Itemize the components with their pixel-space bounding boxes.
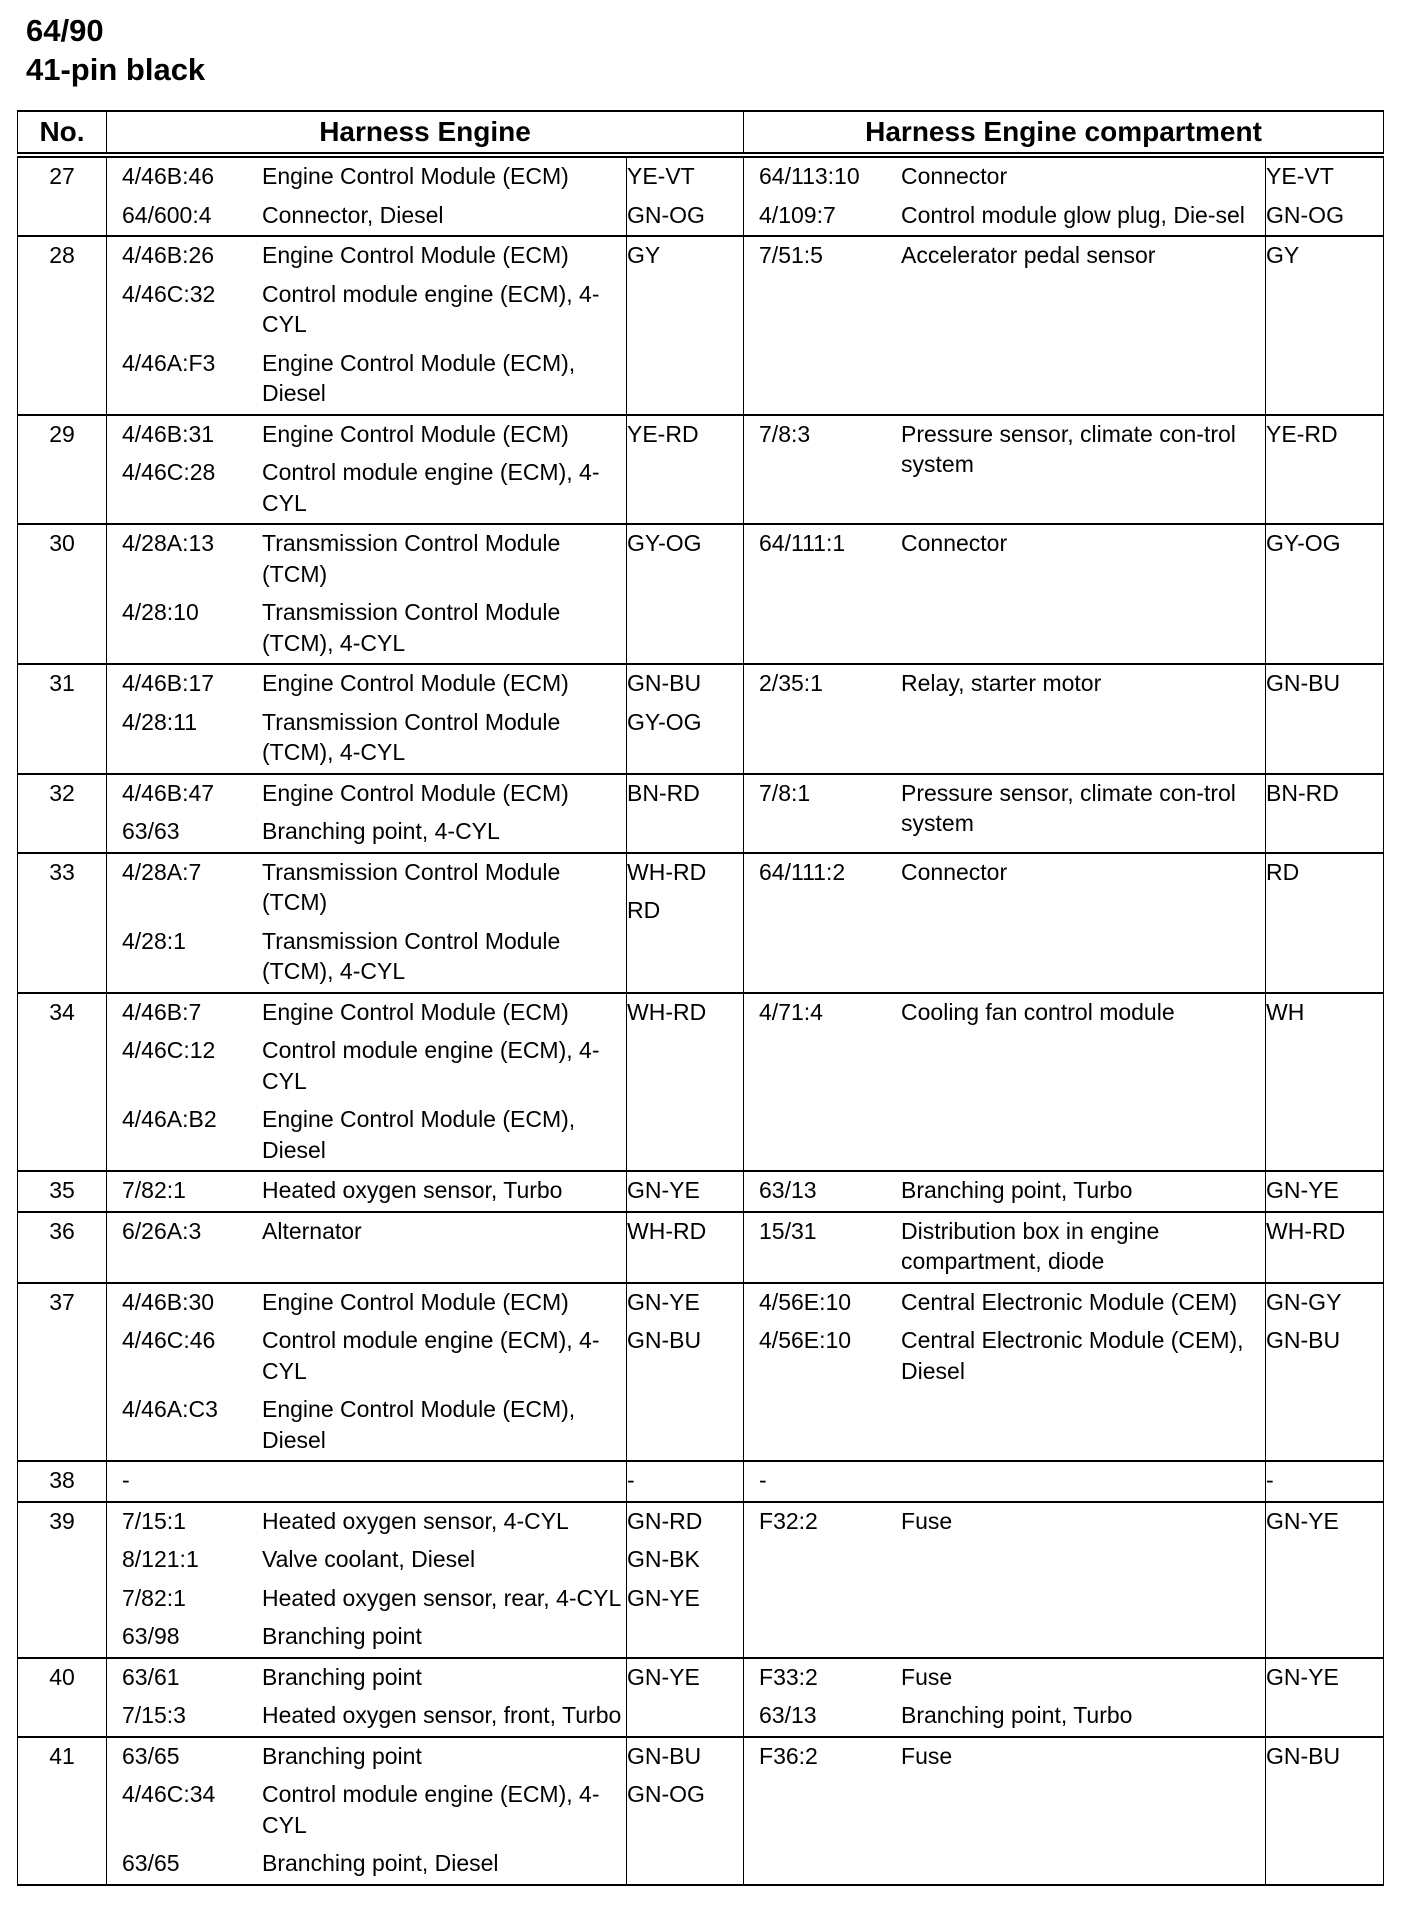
- compartment-ref: 4/109:7: [759, 201, 836, 228]
- compartment-wire-colors: [1266, 236, 1384, 415]
- pin-number: 39: [18, 1502, 107, 1658]
- compartment-connections: [744, 415, 1266, 525]
- compartment-wire-colors: [1266, 524, 1384, 664]
- engine-description: Engine Control Module (ECM): [262, 420, 569, 447]
- engine-description: Valve coolant, Diesel: [262, 1546, 476, 1572]
- engine-description: [262, 1465, 626, 1496]
- engine-ref: -: [122, 1467, 130, 1493]
- compartment-ref: 4/56E:10: [759, 1288, 852, 1315]
- engine-connections: [107, 155, 627, 236]
- compartment-wire-color: RD: [1266, 858, 1300, 885]
- engine-ref: 7/15:1: [122, 1507, 186, 1534]
- compartment-wire-colors: [1266, 993, 1384, 1172]
- compartment-description: Cooling fan control module: [901, 998, 1175, 1025]
- engine-connections: [107, 774, 627, 853]
- compartment-description: Fuse: [901, 1663, 953, 1690]
- engine-description: Transmission Control Module (TCM): [262, 530, 561, 587]
- compartment-description: Fuse: [901, 1742, 953, 1769]
- engine-description: Control module engine (ECM), 4-CYL: [262, 1781, 600, 1838]
- compartment-wire-color: GN-BU: [1266, 670, 1341, 696]
- connector-description: 41-pin black: [26, 52, 206, 87]
- compartment-description: Control module glow plug, Die-sel: [901, 201, 1245, 228]
- engine-connections: [107, 853, 627, 993]
- engine-ref: 6/26A:3: [122, 1217, 202, 1244]
- compartment-wire-color: GN-OG: [1266, 201, 1344, 228]
- engine-wire-color: GN-BK: [627, 1546, 700, 1572]
- pin-table: [17, 110, 1384, 1886]
- engine-wire-colors: [627, 853, 744, 993]
- engine-ref: 4/46A:F3: [122, 349, 216, 376]
- pin-number: 29: [18, 415, 107, 525]
- pin-number: 36: [18, 1212, 107, 1283]
- engine-ref: 4/46B:46: [122, 163, 215, 189]
- engine-wire-color: GN-BU: [627, 670, 702, 696]
- column-header-harness-engine-compartment: Harness Engine compartment: [744, 111, 1384, 155]
- compartment-wire-color: GY: [1266, 242, 1300, 268]
- compartment-wire-colors: [1266, 1461, 1384, 1502]
- engine-ref: 4/46B:17: [122, 670, 215, 696]
- engine-wire-colors: [627, 236, 744, 415]
- compartment-wire-colors: [1266, 1283, 1384, 1462]
- pin-number: 28: [18, 236, 107, 415]
- engine-description: Transmission Control Module (TCM), 4-CYL: [262, 927, 561, 984]
- compartment-ref: 63/13: [759, 1177, 817, 1203]
- compartment-description: Branching point, Turbo: [901, 1177, 1133, 1203]
- compartment-wire-colors: [1266, 1502, 1384, 1658]
- engine-wire-color: GN-RD: [627, 1507, 703, 1534]
- engine-wire-colors: [627, 774, 744, 853]
- compartment-wire-color: WH: [1266, 998, 1305, 1025]
- engine-description: Branching point, 4-CYL: [262, 818, 500, 844]
- engine-ref: 4/46C:46: [122, 1327, 216, 1353]
- compartment-wire-color: GN-YE: [1266, 1177, 1339, 1203]
- engine-ref: 4/46B:47: [122, 779, 215, 806]
- engine-description: Transmission Control Module (TCM), 4-CYL: [262, 599, 561, 656]
- engine-description: Engine Control Module (ECM): [262, 670, 569, 696]
- engine-description: Control module engine (ECM), 4-CYL: [262, 459, 600, 516]
- compartment-ref: F33:2: [759, 1663, 818, 1690]
- engine-description: Control module engine (ECM), 4-CYL: [262, 1327, 600, 1384]
- compartment-wire-colors: [1266, 853, 1384, 993]
- compartment-wire-color: GY-OG: [1266, 530, 1341, 556]
- engine-wire-color: GN-YE: [627, 1177, 700, 1203]
- compartment-wire-colors: [1266, 1658, 1384, 1737]
- compartment-wire-colors: [1266, 1212, 1384, 1283]
- table-row: [18, 1212, 1384, 1283]
- table-header-row: [18, 111, 1384, 155]
- pin-number: 38: [18, 1461, 107, 1502]
- engine-ref: 4/46B:7: [122, 998, 202, 1025]
- engine-wire-color: WH-RD: [627, 858, 707, 885]
- table-row: [18, 993, 1384, 1172]
- engine-description: Branching point: [262, 1663, 422, 1690]
- engine-ref: 7/82:1: [122, 1177, 186, 1203]
- compartment-connections: [744, 236, 1266, 415]
- compartment-wire-color: BN-RD: [1266, 779, 1339, 806]
- engine-connections: [107, 1658, 627, 1737]
- compartment-wire-color: GN-GY: [1266, 1288, 1342, 1315]
- engine-wire-colors: [627, 1737, 744, 1885]
- engine-ref: 63/61: [122, 1663, 180, 1690]
- engine-ref: 4/46C:32: [122, 280, 216, 307]
- engine-wire-color: BN-RD: [627, 779, 700, 806]
- pin-number: 37: [18, 1283, 107, 1462]
- engine-ref: 4/46C:12: [122, 1037, 216, 1063]
- compartment-wire-colors: [1266, 415, 1384, 525]
- engine-description: Engine Control Module (ECM): [262, 1288, 569, 1315]
- compartment-wire-color: GN-YE: [1266, 1663, 1339, 1690]
- compartment-description: Distribution box in engine compartment, diode: [901, 1217, 1160, 1274]
- pin-number: 31: [18, 664, 107, 774]
- compartment-connections: [744, 664, 1266, 774]
- engine-ref: 4/46B:30: [122, 1288, 215, 1315]
- table-row: [18, 1658, 1384, 1737]
- engine-description: Engine Control Module (ECM), Diesel: [262, 349, 576, 406]
- compartment-wire-color: GN-YE: [1266, 1507, 1339, 1534]
- engine-wire-color: GN-YE: [627, 1663, 700, 1690]
- engine-wire-color: -: [627, 1467, 635, 1493]
- pin-number: 30: [18, 524, 107, 664]
- compartment-connections: [744, 1658, 1266, 1737]
- engine-ref: 4/28:10: [122, 599, 199, 625]
- engine-ref: 64/600:4: [122, 201, 212, 228]
- pin-number: 35: [18, 1171, 107, 1212]
- engine-wire-color: GY-OG: [627, 530, 702, 556]
- table-row: [18, 1737, 1384, 1885]
- engine-wire-color: GY: [627, 242, 661, 268]
- engine-ref: 4/28:1: [122, 927, 186, 954]
- compartment-wire-colors: [1266, 774, 1384, 853]
- engine-connections: [107, 1461, 627, 1502]
- compartment-description: Pressure sensor, climate con-trol system: [901, 779, 1236, 836]
- engine-ref: 7/15:3: [122, 1702, 186, 1728]
- engine-wire-colors: [627, 1212, 744, 1283]
- compartment-ref: 64/111:2: [759, 858, 846, 885]
- engine-ref: 4/46C:34: [122, 1781, 216, 1807]
- engine-connections: [107, 1283, 627, 1462]
- engine-wire-color: GN-YE: [627, 1584, 700, 1611]
- table-row: [18, 1502, 1384, 1658]
- engine-wire-colors: [627, 664, 744, 774]
- engine-description: Transmission Control Module (TCM), 4-CYL: [262, 708, 561, 765]
- engine-description: Branching point, Diesel: [262, 1850, 499, 1876]
- table-row: [18, 236, 1384, 415]
- compartment-description: Connector: [901, 163, 1008, 189]
- compartment-wire-colors: [1266, 1171, 1384, 1212]
- compartment-ref: 64/111:1: [759, 530, 846, 556]
- pin-rows: [18, 155, 1384, 1885]
- engine-ref: 4/46C:28: [122, 459, 216, 485]
- compartment-ref: 15/31: [759, 1217, 817, 1244]
- table-row: [18, 1461, 1384, 1502]
- engine-connections: [107, 1171, 627, 1212]
- compartment-description: Relay, starter motor: [901, 670, 1102, 696]
- engine-wire-colors: [627, 1461, 744, 1502]
- engine-wire-color: GN-BU: [627, 1742, 702, 1769]
- engine-ref: 4/28A:13: [122, 530, 215, 556]
- compartment-connections: [744, 1502, 1266, 1658]
- engine-description: Engine Control Module (ECM): [262, 163, 569, 189]
- engine-ref: 4/28:11: [122, 708, 198, 735]
- compartment-wire-colors: [1266, 1737, 1384, 1885]
- compartment-wire-color: YE-VT: [1266, 163, 1334, 189]
- engine-wire-colors: [627, 1171, 744, 1212]
- engine-wire-color: WH-RD: [627, 998, 707, 1025]
- pin-number: 41: [18, 1737, 107, 1885]
- table-row: [18, 664, 1384, 774]
- engine-connections: [107, 236, 627, 415]
- compartment-ref: 2/35:1: [759, 670, 823, 696]
- engine-description: Heated oxygen sensor, 4-CYL: [262, 1507, 569, 1534]
- engine-wire-color: RD: [627, 897, 661, 923]
- pin-number: 27: [18, 155, 107, 236]
- compartment-connections: [744, 1212, 1266, 1283]
- compartment-connections: [744, 774, 1266, 853]
- column-header-harness-engine: Harness Engine: [107, 111, 744, 155]
- table-row: [18, 524, 1384, 664]
- engine-connections: [107, 524, 627, 664]
- compartment-connections: [744, 1461, 1266, 1502]
- compartment-description: Accelerator pedal sensor: [901, 242, 1156, 268]
- table-row: [18, 415, 1384, 525]
- compartment-wire-colors: [1266, 155, 1384, 236]
- engine-wire-color: YE-RD: [627, 420, 699, 447]
- compartment-ref: F32:2: [759, 1507, 818, 1534]
- engine-description: Branching point: [262, 1623, 422, 1649]
- compartment-wire-color: GN-BU: [1266, 1327, 1341, 1353]
- engine-connections: [107, 1502, 627, 1658]
- engine-description: Engine Control Module (ECM), Diesel: [262, 1396, 576, 1453]
- engine-ref: 63/63: [122, 818, 180, 844]
- engine-connections: [107, 664, 627, 774]
- engine-ref: 4/46A:B2: [122, 1106, 217, 1132]
- table-row: [18, 1171, 1384, 1212]
- compartment-description: [901, 1465, 1265, 1496]
- engine-ref: 4/46B:26: [122, 242, 215, 268]
- table-row: [18, 155, 1384, 236]
- compartment-description: Fuse: [901, 1507, 953, 1534]
- compartment-wire-color: -: [1266, 1467, 1274, 1493]
- compartment-connections: [744, 1171, 1266, 1212]
- engine-wire-colors: [627, 993, 744, 1172]
- engine-description: Branching point: [262, 1742, 422, 1769]
- engine-description: Engine Control Module (ECM): [262, 242, 569, 268]
- engine-connections: [107, 1212, 627, 1283]
- engine-wire-colors: [627, 1283, 744, 1462]
- pin-number: 32: [18, 774, 107, 853]
- compartment-connections: [744, 155, 1266, 236]
- engine-wire-colors: [627, 415, 744, 525]
- compartment-connections: [744, 524, 1266, 664]
- engine-description: Engine Control Module (ECM), Diesel: [262, 1106, 576, 1163]
- compartment-description: Pressure sensor, climate con-trol system: [901, 420, 1236, 477]
- engine-ref: 63/98: [122, 1623, 180, 1649]
- engine-ref: 4/46B:31: [122, 420, 215, 447]
- engine-connections: [107, 415, 627, 525]
- engine-description: Engine Control Module (ECM): [262, 998, 569, 1025]
- compartment-ref: 7/51:5: [759, 242, 823, 268]
- compartment-description: Branching point, Turbo: [901, 1702, 1133, 1728]
- compartment-description: Central Electronic Module (CEM): [901, 1288, 1238, 1315]
- engine-wire-color: GY-OG: [627, 708, 702, 735]
- engine-description: Transmission Control Module (TCM): [262, 858, 561, 915]
- engine-description: Engine Control Module (ECM): [262, 779, 569, 806]
- table-row: [18, 774, 1384, 853]
- pin-number: 34: [18, 993, 107, 1172]
- engine-wire-color: YE-VT: [627, 163, 695, 189]
- compartment-ref: 4/56E:10: [759, 1327, 852, 1353]
- compartment-connections: [744, 993, 1266, 1172]
- compartment-ref: F36:2: [759, 1742, 818, 1769]
- engine-ref: 4/28A:7: [122, 858, 202, 885]
- compartment-ref: 63/13: [759, 1702, 817, 1728]
- engine-wire-color: GN-OG: [627, 201, 705, 228]
- pin-number: 33: [18, 853, 107, 993]
- engine-wire-colors: [627, 155, 744, 236]
- column-header-no: No.: [18, 111, 107, 155]
- engine-wire-colors: [627, 1502, 744, 1658]
- engine-wire-color: GN-YE: [627, 1288, 700, 1315]
- engine-description: Heated oxygen sensor, front, Turbo: [262, 1702, 622, 1728]
- table-row: [18, 853, 1384, 993]
- engine-wire-colors: [627, 1658, 744, 1737]
- compartment-ref: 7/8:1: [759, 779, 811, 806]
- engine-wire-color: GN-OG: [627, 1781, 705, 1807]
- engine-wire-color: WH-RD: [627, 1217, 707, 1244]
- engine-description: Alternator: [262, 1217, 362, 1244]
- compartment-connections: [744, 853, 1266, 993]
- compartment-wire-color: GN-BU: [1266, 1742, 1341, 1769]
- engine-connections: [107, 993, 627, 1172]
- compartment-description: Central Electronic Module (CEM), Diesel: [901, 1327, 1244, 1384]
- table-row: [18, 1283, 1384, 1462]
- compartment-wire-color: WH-RD: [1266, 1217, 1346, 1244]
- engine-description: Control module engine (ECM), 4-CYL: [262, 1037, 600, 1094]
- engine-ref: 63/65: [122, 1850, 180, 1876]
- engine-description: Heated oxygen sensor, Turbo: [262, 1177, 563, 1203]
- engine-description: Control module engine (ECM), 4-CYL: [262, 280, 600, 337]
- compartment-connections: [744, 1283, 1266, 1462]
- compartment-ref: 64/113:10: [759, 163, 860, 189]
- connector-code: 64/90: [26, 13, 104, 48]
- compartment-ref: -: [759, 1467, 767, 1493]
- compartment-ref: 7/8:3: [759, 420, 811, 447]
- engine-ref: 8/121:1: [122, 1546, 199, 1572]
- engine-wire-color: GN-BU: [627, 1327, 702, 1353]
- pin-number: 40: [18, 1658, 107, 1737]
- compartment-description: Connector: [901, 530, 1008, 556]
- compartment-wire-color: YE-RD: [1266, 420, 1338, 447]
- compartment-ref: 4/71:4: [759, 998, 823, 1025]
- compartment-connections: [744, 1737, 1266, 1885]
- engine-connections: [107, 1737, 627, 1885]
- engine-description: Connector, Diesel: [262, 201, 444, 228]
- engine-wire-colors: [627, 524, 744, 664]
- compartment-description: Connector: [901, 858, 1008, 885]
- engine-ref: 4/46A:C3: [122, 1396, 218, 1422]
- engine-ref: 63/65: [122, 1742, 180, 1769]
- compartment-wire-colors: [1266, 664, 1384, 774]
- engine-ref: 7/82:1: [122, 1584, 186, 1611]
- engine-description: Heated oxygen sensor, rear, 4-CYL: [262, 1584, 622, 1611]
